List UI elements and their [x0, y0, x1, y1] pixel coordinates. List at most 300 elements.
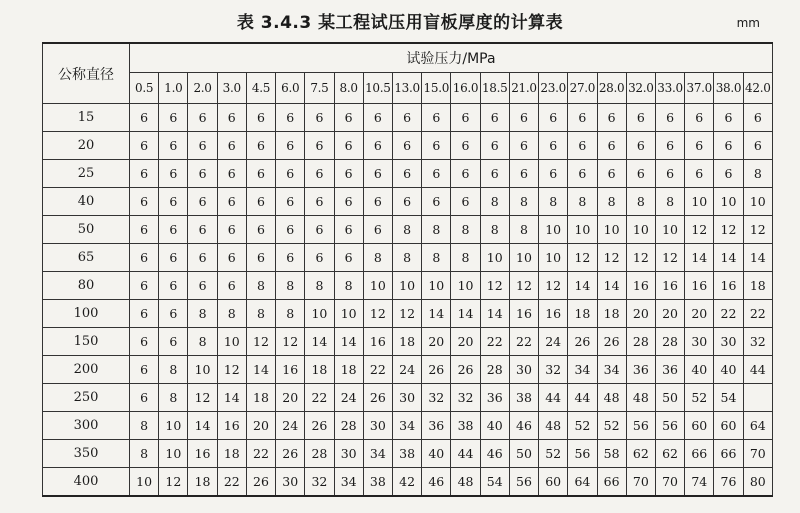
thickness-cell: 8 [451, 216, 480, 244]
thickness-cell: 34 [363, 440, 392, 468]
thickness-cell: 6 [188, 160, 217, 188]
thickness-cell: 8 [305, 272, 334, 300]
thickness-cell: 6 [217, 188, 246, 216]
pressure-header-cell: 18.5 [480, 73, 509, 104]
thickness-cell: 6 [217, 244, 246, 272]
test-pressure-header: 试验压力/MPa [130, 43, 773, 73]
thickness-cell: 6 [246, 244, 275, 272]
thickness-cell: 10 [480, 244, 509, 272]
thickness-cell: 6 [305, 104, 334, 132]
thickness-cell: 6 [305, 244, 334, 272]
thickness-cell: 6 [714, 104, 743, 132]
thickness-cell: 6 [159, 216, 188, 244]
thickness-cell: 10 [568, 216, 597, 244]
thickness-cell: 6 [305, 188, 334, 216]
thickness-cell: 6 [509, 132, 538, 160]
thickness-cell: 6 [246, 132, 275, 160]
thickness-cell: 8 [188, 328, 217, 356]
thickness-cell: 36 [655, 356, 684, 384]
thickness-cell: 30 [363, 412, 392, 440]
thickness-cell: 6 [363, 216, 392, 244]
thickness-cell: 24 [392, 356, 421, 384]
thickness-cell: 10 [217, 328, 246, 356]
thickness-cell: 64 [743, 412, 772, 440]
thickness-cell: 64 [568, 468, 597, 497]
thickness-cell: 38 [363, 468, 392, 497]
thickness-cell: 14 [246, 356, 275, 384]
thickness-cell: 6 [655, 104, 684, 132]
thickness-cell: 60 [685, 412, 714, 440]
thickness-cell: 34 [597, 356, 626, 384]
thickness-cell: 12 [188, 384, 217, 412]
thickness-cell: 8 [246, 272, 275, 300]
thickness-cell: 6 [130, 300, 159, 328]
thickness-cell: 6 [130, 244, 159, 272]
thickness-cell: 6 [334, 188, 363, 216]
thickness-cell: 8 [509, 216, 538, 244]
thickness-cell: 28 [626, 328, 655, 356]
pressure-header-cell: 10.5 [363, 73, 392, 104]
pressure-header-cell: 37.0 [685, 73, 714, 104]
thickness-cell: 6 [685, 132, 714, 160]
thickness-cell: 6 [159, 160, 188, 188]
thickness-cell: 6 [626, 132, 655, 160]
pressure-header-cell: 0.5 [130, 73, 159, 104]
thickness-cell: 18 [188, 468, 217, 497]
pressure-header-cell: 6.0 [276, 73, 305, 104]
thickness-cell: 6 [539, 132, 568, 160]
thickness-cell: 6 [451, 132, 480, 160]
thickness-cell: 16 [539, 300, 568, 328]
nominal-diameter-cell: 80 [43, 272, 130, 300]
thickness-cell: 22 [246, 440, 275, 468]
thickness-cell: 18 [743, 272, 772, 300]
thickness-cell: 6 [188, 132, 217, 160]
nominal-diameter-cell: 65 [43, 244, 130, 272]
thickness-cell: 8 [188, 300, 217, 328]
thickness-cell: 6 [392, 132, 421, 160]
thickness-cell: 50 [655, 384, 684, 412]
thickness-cell: 6 [276, 244, 305, 272]
thickness-cell: 8 [743, 160, 772, 188]
thickness-cell: 12 [276, 328, 305, 356]
thickness-cell: 6 [159, 328, 188, 356]
thickness-cell: 22 [363, 356, 392, 384]
thickness-cell: 10 [130, 468, 159, 497]
nominal-diameter-cell: 15 [43, 104, 130, 132]
thickness-cell: 10 [159, 440, 188, 468]
thickness-cell: 6 [334, 216, 363, 244]
thickness-cell: 6 [217, 272, 246, 300]
thickness-cell: 46 [509, 412, 538, 440]
thickness-cell: 6 [159, 272, 188, 300]
thickness-cell: 6 [743, 104, 772, 132]
table-row [43, 468, 773, 497]
thickness-cell: 6 [217, 216, 246, 244]
thickness-cell: 32 [451, 384, 480, 412]
thickness-cell: 8 [392, 216, 421, 244]
pressure-header-cell: 8.0 [334, 73, 363, 104]
thickness-cell: 10 [539, 216, 568, 244]
thickness-cell: 6 [451, 104, 480, 132]
thickness-cell: 66 [685, 440, 714, 468]
thickness-cell: 8 [568, 188, 597, 216]
thickness-cell: 22 [480, 328, 509, 356]
thickness-cell: 6 [655, 160, 684, 188]
nominal-diameter-cell: 40 [43, 188, 130, 216]
thickness-cell: 8 [276, 300, 305, 328]
pressure-values-row [43, 73, 773, 104]
thickness-cell: 56 [568, 440, 597, 468]
thickness-cell: 26 [451, 356, 480, 384]
thickness-cell: 52 [539, 440, 568, 468]
thickness-cell: 14 [685, 244, 714, 272]
thickness-cell: 6 [217, 132, 246, 160]
thickness-cell: 28 [655, 328, 684, 356]
thickness-cell: 20 [246, 412, 275, 440]
thickness-cell: 50 [509, 440, 538, 468]
pressure-header-cell: 32.0 [626, 73, 655, 104]
thickness-cell: 22 [509, 328, 538, 356]
thickness-cell: 12 [159, 468, 188, 497]
table-row [43, 440, 773, 468]
thickness-cell: 6 [188, 216, 217, 244]
thickness-cell: 8 [217, 300, 246, 328]
pressure-header-cell: 27.0 [568, 73, 597, 104]
thickness-cell: 22 [743, 300, 772, 328]
thickness-cell: 34 [568, 356, 597, 384]
thickness-cell: 10 [451, 272, 480, 300]
pressure-header-cell: 3.0 [217, 73, 246, 104]
thickness-cell: 6 [685, 104, 714, 132]
thickness-cell: 34 [392, 412, 421, 440]
thickness-cell: 32 [422, 384, 451, 412]
thickness-cell: 12 [626, 244, 655, 272]
thickness-cell: 6 [363, 104, 392, 132]
thickness-cell: 18 [568, 300, 597, 328]
thickness-cell: 12 [363, 300, 392, 328]
thickness-cell: 44 [743, 356, 772, 384]
thickness-cell: 48 [451, 468, 480, 497]
thickness-cell: 48 [626, 384, 655, 412]
thickness-cell: 6 [246, 104, 275, 132]
thickness-cell: 10 [392, 272, 421, 300]
thickness-cell: 6 [130, 384, 159, 412]
thickness-cell: 6 [451, 188, 480, 216]
thickness-cell: 10 [743, 188, 772, 216]
thickness-cell: 6 [188, 188, 217, 216]
thickness-cell: 20 [276, 384, 305, 412]
thickness-cell: 46 [480, 440, 509, 468]
thickness-cell: 44 [451, 440, 480, 468]
table-row [43, 244, 773, 272]
thickness-cell: 62 [655, 440, 684, 468]
thickness-cell: 34 [334, 468, 363, 497]
thickness-cell: 6 [597, 104, 626, 132]
thickness-cell: 6 [159, 132, 188, 160]
thickness-cell: 42 [392, 468, 421, 497]
thickness-cell: 30 [685, 328, 714, 356]
thickness-cell: 14 [597, 272, 626, 300]
thickness-cell: 54 [480, 468, 509, 497]
thickness-cell: 8 [480, 188, 509, 216]
thickness-cell: 10 [714, 188, 743, 216]
nominal-diameter-cell: 400 [43, 468, 130, 497]
thickness-cell: 16 [509, 300, 538, 328]
pressure-header-cell: 1.0 [159, 73, 188, 104]
thickness-cell: 8 [539, 188, 568, 216]
thickness-cell: 10 [305, 300, 334, 328]
thickness-cell: 6 [276, 160, 305, 188]
thickness-cell: 30 [714, 328, 743, 356]
thickness-cell: 14 [451, 300, 480, 328]
thickness-cell: 6 [626, 160, 655, 188]
thickness-cell: 10 [626, 216, 655, 244]
thickness-cell: 14 [743, 244, 772, 272]
thickness-cell: 6 [276, 132, 305, 160]
thickness-cell: 6 [217, 160, 246, 188]
pressure-header-cell: 33.0 [655, 73, 684, 104]
thickness-cell: 6 [422, 188, 451, 216]
thickness-cell: 6 [159, 104, 188, 132]
thickness-cell: 12 [743, 216, 772, 244]
thickness-cell: 10 [334, 300, 363, 328]
thickness-cell: 26 [363, 384, 392, 412]
thickness-cell: 48 [597, 384, 626, 412]
thickness-cell: 74 [685, 468, 714, 497]
nominal-diameter-cell: 200 [43, 356, 130, 384]
thickness-cell: 8 [480, 216, 509, 244]
thickness-cell: 8 [392, 244, 421, 272]
thickness-cell: 12 [714, 216, 743, 244]
thickness-cell: 32 [743, 328, 772, 356]
thickness-cell: 6 [305, 160, 334, 188]
thickness-cell: 6 [685, 160, 714, 188]
thickness-cell: 32 [305, 468, 334, 497]
thickness-cell: 14 [568, 272, 597, 300]
thickness-cell: 38 [392, 440, 421, 468]
table-row [43, 328, 773, 356]
thickness-cell: 12 [655, 244, 684, 272]
unit-label: mm [736, 16, 760, 30]
thickness-cell: 6 [246, 188, 275, 216]
pressure-header-cell: 21.0 [509, 73, 538, 104]
nominal-diameter-cell: 250 [43, 384, 130, 412]
thickness-cell: 16 [626, 272, 655, 300]
thickness-cell: 16 [714, 272, 743, 300]
thickness-cell: 14 [217, 384, 246, 412]
thickness-cell: 40 [480, 412, 509, 440]
thickness-cell: 6 [246, 216, 275, 244]
thickness-cell: 6 [159, 300, 188, 328]
thickness-cell: 10 [159, 412, 188, 440]
thickness-cell: 6 [188, 104, 217, 132]
thickness-cell: 66 [714, 440, 743, 468]
thickness-cell: 6 [451, 160, 480, 188]
thickness-cell: 6 [363, 132, 392, 160]
thickness-cell: 24 [334, 384, 363, 412]
thickness-cell: 18 [217, 440, 246, 468]
table-row [43, 104, 773, 132]
thickness-cell: 6 [422, 132, 451, 160]
thickness-cell: 20 [422, 328, 451, 356]
thickness-cell: 8 [246, 300, 275, 328]
thickness-cell: 10 [685, 188, 714, 216]
thickness-cell: 70 [626, 468, 655, 497]
thickness-cell: 6 [305, 216, 334, 244]
thickness-cell: 6 [130, 160, 159, 188]
thickness-cell: 12 [685, 216, 714, 244]
thickness-cell: 56 [655, 412, 684, 440]
thickness-cell: 6 [334, 244, 363, 272]
thickness-cell: 8 [130, 412, 159, 440]
thickness-cell: 10 [509, 244, 538, 272]
pressure-header-cell: 23.0 [539, 73, 568, 104]
thickness-cell: 6 [568, 132, 597, 160]
thickness-cell: 8 [422, 216, 451, 244]
thickness-cell: 56 [626, 412, 655, 440]
thickness-cell: 76 [714, 468, 743, 497]
thickness-cell: 8 [130, 440, 159, 468]
pressure-header-cell: 42.0 [743, 73, 772, 104]
table-row [43, 132, 773, 160]
thickness-cell: 6 [159, 244, 188, 272]
thickness-cell: 12 [217, 356, 246, 384]
thickness-cell: 16 [363, 328, 392, 356]
thickness-cell: 22 [217, 468, 246, 497]
thickness-cell: 32 [539, 356, 568, 384]
pressure-header-cell: 16.0 [451, 73, 480, 104]
thickness-cell: 6 [130, 328, 159, 356]
thickness-cell: 14 [714, 244, 743, 272]
thickness-cell: 30 [509, 356, 538, 384]
nominal-diameter-cell: 300 [43, 412, 130, 440]
thickness-cell: 14 [422, 300, 451, 328]
thickness-cell: 6 [392, 188, 421, 216]
table-row [43, 216, 773, 244]
blind-plate-thickness-table [42, 42, 773, 497]
thickness-cell: 6 [714, 160, 743, 188]
thickness-cell: 12 [509, 272, 538, 300]
table-row [43, 300, 773, 328]
table-row [43, 160, 773, 188]
table-title: 表 3.4.3 某工程试压用盲板厚度的计算表 [236, 13, 564, 33]
thickness-cell: 6 [743, 132, 772, 160]
thickness-cell: 6 [509, 160, 538, 188]
thickness-cell: 14 [305, 328, 334, 356]
thickness-cell: 6 [539, 160, 568, 188]
thickness-cell: 6 [334, 132, 363, 160]
thickness-cell: 6 [130, 104, 159, 132]
thickness-cell: 26 [305, 412, 334, 440]
nominal-diameter-header: 公称直径 [43, 43, 130, 104]
thickness-cell: 8 [422, 244, 451, 272]
thickness-cell: 10 [188, 356, 217, 384]
thickness-cell: 48 [539, 412, 568, 440]
pressure-header-cell: 2.0 [188, 73, 217, 104]
thickness-cell: 22 [714, 300, 743, 328]
thickness-cell: 6 [276, 216, 305, 244]
nominal-diameter-cell: 350 [43, 440, 130, 468]
thickness-cell: 38 [451, 412, 480, 440]
thickness-cell: 16 [217, 412, 246, 440]
nominal-diameter-cell: 100 [43, 300, 130, 328]
thickness-cell: 6 [568, 160, 597, 188]
thickness-cell: 36 [626, 356, 655, 384]
thickness-cell: 18 [334, 356, 363, 384]
thickness-cell: 8 [276, 272, 305, 300]
thickness-cell: 14 [334, 328, 363, 356]
thickness-cell: 8 [159, 384, 188, 412]
thickness-cell: 6 [480, 160, 509, 188]
thickness-cell: 28 [334, 412, 363, 440]
pressure-header-cell: 28.0 [597, 73, 626, 104]
pressure-header-cell: 38.0 [714, 73, 743, 104]
thickness-cell: 6 [539, 104, 568, 132]
thickness-cell: 20 [451, 328, 480, 356]
thickness-cell: 80 [743, 468, 772, 497]
thickness-cell: 18 [392, 328, 421, 356]
thickness-cell: 18 [305, 356, 334, 384]
thickness-cell: 6 [363, 188, 392, 216]
thickness-cell: 6 [188, 244, 217, 272]
nominal-diameter-cell: 150 [43, 328, 130, 356]
thickness-cell: 26 [246, 468, 275, 497]
thickness-cell: 70 [743, 440, 772, 468]
thickness-cell: 40 [714, 356, 743, 384]
thickness-cell: 6 [597, 132, 626, 160]
thickness-cell: 52 [597, 412, 626, 440]
thickness-cell: 6 [363, 160, 392, 188]
nominal-diameter-cell: 50 [43, 216, 130, 244]
header-row-group [43, 43, 773, 73]
thickness-cell: 12 [597, 244, 626, 272]
thickness-cell: 62 [626, 440, 655, 468]
thickness-cell: 18 [246, 384, 275, 412]
thickness-cell: 8 [159, 356, 188, 384]
thickness-cell: 6 [130, 132, 159, 160]
thickness-cell: 44 [568, 384, 597, 412]
thickness-cell: 12 [539, 272, 568, 300]
thickness-cell: 8 [451, 244, 480, 272]
thickness-cell: 6 [714, 132, 743, 160]
table-row [43, 356, 773, 384]
thickness-cell: 30 [276, 468, 305, 497]
thickness-cell: 38 [509, 384, 538, 412]
thickness-cell: 6 [626, 104, 655, 132]
thickness-cell: 30 [334, 440, 363, 468]
thickness-cell: 60 [539, 468, 568, 497]
thickness-cell: 12 [392, 300, 421, 328]
thickness-cell: 36 [480, 384, 509, 412]
thickness-cell: 6 [246, 160, 275, 188]
thickness-cell: 40 [685, 356, 714, 384]
table-row [43, 384, 773, 412]
thickness-cell: 26 [422, 356, 451, 384]
thickness-cell: 10 [655, 216, 684, 244]
nominal-diameter-cell: 25 [43, 160, 130, 188]
thickness-cell: 6 [130, 272, 159, 300]
thickness-cell: 60 [714, 412, 743, 440]
thickness-cell: 14 [480, 300, 509, 328]
thickness-cell: 6 [305, 132, 334, 160]
thickness-cell: 6 [217, 104, 246, 132]
thickness-cell: 6 [392, 104, 421, 132]
thickness-cell: 8 [334, 272, 363, 300]
table-row [43, 412, 773, 440]
thickness-cell: 6 [130, 216, 159, 244]
thickness-cell: 12 [568, 244, 597, 272]
